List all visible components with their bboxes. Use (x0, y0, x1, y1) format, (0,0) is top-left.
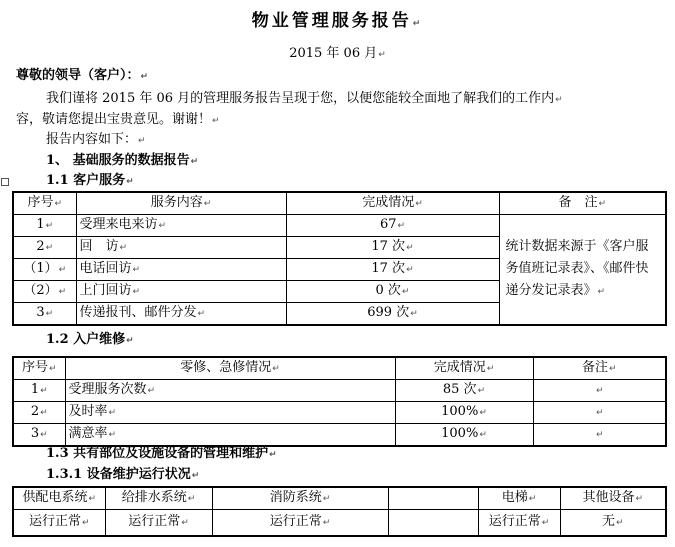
row-number: 1↵ (13, 215, 76, 237)
status-cell (388, 510, 478, 537)
completion-status: 100%↵ (395, 402, 533, 424)
service-content: 电话回访↵ (76, 259, 286, 281)
completion-status: 17 次↵ (286, 237, 499, 259)
remarks: ↵ (533, 380, 666, 402)
header-cell: 序号↵ (13, 357, 65, 380)
repair-content: 满意率↵ (65, 424, 395, 447)
remarks: ↵ (533, 424, 666, 447)
service-content: 受理来电来访↵ (76, 215, 286, 237)
paragraph-mark-icon: ↵ (191, 471, 200, 481)
status-cell: 运行正常↵ (478, 510, 560, 537)
header-cell: 供配电系统↵ (13, 487, 105, 510)
completion-status: 67↵ (286, 215, 499, 237)
header-cell: 备注↵ (533, 357, 666, 380)
service-content: 上门回访↵ (76, 281, 286, 303)
greeting: 尊敬的领导（客户）：↵ (16, 68, 149, 83)
header-cell: 序号↵ (13, 192, 76, 215)
status-cell: 运行正常↵ (105, 510, 212, 537)
report-date: 2015 年 06 月↵ (289, 46, 386, 61)
repair-content: 及时率↵ (65, 402, 395, 424)
data-source-note: 统计数据来源于《客户服务值班记录表》、《邮件快递分发记录表》↵ (499, 215, 666, 326)
table-header-row (13, 357, 666, 380)
header-cell: 其他设备↵ (560, 487, 666, 510)
table-row (13, 510, 666, 537)
row-number: （2）↵ (13, 281, 76, 303)
paragraph-mark-icon: ↵ (140, 72, 149, 82)
paragraph-mark-icon: ↵ (138, 136, 146, 146)
report-title: 物业管理服务报告↵ (251, 11, 424, 31)
section-1-3-1-title: 1.3.1 设备维护运行状况↵ (46, 467, 200, 482)
paragraph-mark-icon: ↵ (126, 336, 134, 346)
table-row (13, 215, 666, 237)
section-1-3-title: 1.3 共有部位及设施设备的管理和维护↵ (46, 446, 277, 461)
row-number: 3↵ (13, 303, 76, 326)
table-anchor-icon[interactable] (1, 178, 9, 186)
status-cell: 运行正常↵ (212, 510, 388, 537)
table-row (13, 380, 666, 402)
header-cell: 完成情况↵ (395, 357, 533, 380)
report-intro: 报告内容如下：↵ (46, 132, 146, 147)
header-cell: 给排水系统↵ (105, 487, 212, 510)
home-repair-table (12, 356, 667, 447)
table-header-row (13, 487, 666, 510)
completion-status: 17 次↵ (286, 259, 499, 281)
paragraph-mark-icon: ↵ (190, 157, 199, 167)
repair-content: 受理服务次数↵ (65, 380, 395, 402)
intro-line-1: 我们谨将 2015 年 06 月的管理服务报告呈现于您，以便您能较全面地了解我们的工作内↵ (46, 91, 563, 106)
completion-status: 0 次↵ (286, 281, 499, 303)
section-1-title: 1、 基础服务的数据报告↵ (46, 153, 199, 168)
header-cell: 消防系统↵ (212, 487, 388, 510)
section-1-2-title: 1.2 入户维修↵ (46, 332, 134, 347)
header-cell: 完成情况↵ (286, 192, 499, 215)
customer-service-table (12, 191, 667, 326)
service-content: 传递报刊、邮件分发↵ (76, 303, 286, 326)
paragraph-mark-icon: ↵ (212, 116, 220, 126)
table-header-row (13, 192, 666, 215)
header-cell: 零修、急修情况↵ (65, 357, 395, 380)
header-cell: 服务内容↵ (76, 192, 286, 215)
paragraph-mark-icon: ↵ (555, 95, 563, 105)
status-cell: 无↵ (560, 510, 666, 537)
status-cell: 运行正常↵ (13, 510, 105, 537)
completion-status: 85 次↵ (395, 380, 533, 402)
table-row (13, 402, 666, 424)
completion-status: 699 次↵ (286, 303, 499, 326)
section-1-1-title: 1.1 客户服务↵ (46, 173, 134, 188)
row-number: 2↵ (13, 402, 65, 424)
row-number: 3↵ (13, 424, 65, 447)
completion-status: 100%↵ (395, 424, 533, 447)
equipment-status-table (12, 486, 667, 537)
row-number: 1↵ (13, 380, 65, 402)
service-content: 回 访↵ (76, 237, 286, 259)
header-cell: 备 注↵ (499, 192, 666, 215)
header-cell: 电梯↵ (478, 487, 560, 510)
intro-line-2: 容，敬请您提出宝贵意见。谢谢！↵ (16, 112, 220, 127)
paragraph-mark-icon: ↵ (412, 19, 424, 29)
row-number: 2↵ (13, 237, 76, 259)
paragraph-mark-icon: ↵ (378, 50, 386, 60)
paragraph-mark-icon: ↵ (269, 450, 277, 460)
row-number: （1）↵ (13, 259, 76, 281)
header-cell (388, 487, 478, 510)
paragraph-mark-icon: ↵ (126, 177, 134, 187)
table-row (13, 424, 666, 447)
remarks: ↵ (533, 402, 666, 424)
